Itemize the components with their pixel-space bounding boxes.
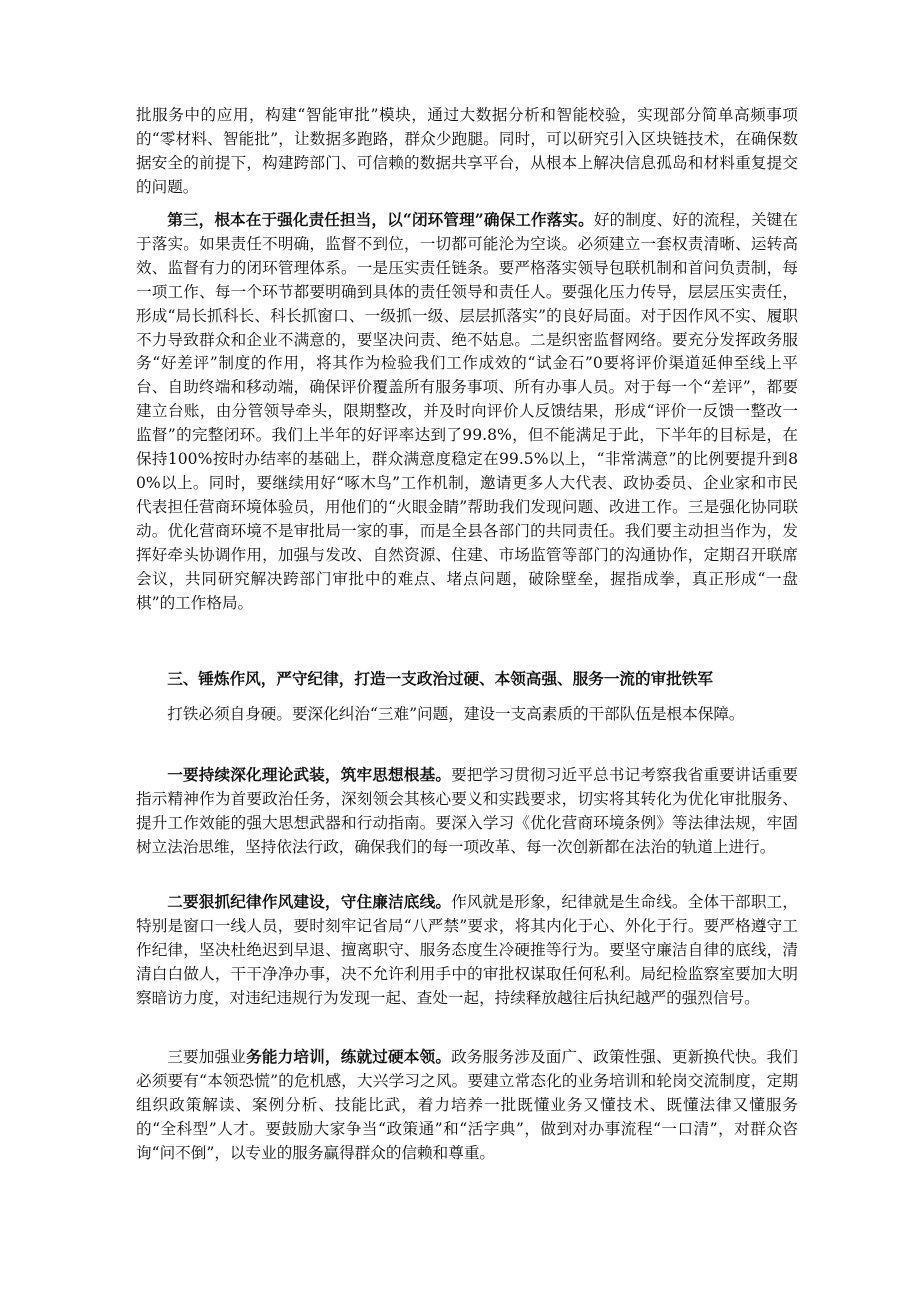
paragraph-lead: 二要狠抓纪律作风建设，守住廉洁底线。 xyxy=(167,892,452,911)
paragraph-discipline-style xyxy=(136,890,798,1011)
paragraph-body: 要把学习贯彻习近平总书记考察我省重要讲话重要指示精神作为首要政治任务，深刻领会其核心要义和实践要求，切实将其转化为优化审批服务、提升工作效能的强大思想武器和行动指南。要深入学习《优化营商环境条例》等法律法规，牢固树立法治思维，坚持依法行政，确保我们的每一项改革、每一次创新都在法治的轨道上进行。 xyxy=(136,766,798,856)
paragraph-body: 作风就是形象，纪律就是生命线。全体干部职工，特别是窗口一线人员，要时刻牢记省局“八严禁”要求，将其内化于心、外化于行。要严格遵守工作纪律，坚决杜绝迟到早退、擅离职守、服务态度生冷硬推等行为。要坚守廉洁自律的底线，清清白白做人，干干净净办事，决不允许利用手中的审批权谋取任何私利。局纪检监察室要加大明察暗访力度，对违纪违规行为发现一起、查处一起，持续释放越往后执纪越严的强烈信号。 xyxy=(136,893,798,1007)
paragraph-body: 好的制度、好的流程，关键在于落实。如果责任不明确，监督不到位，一切都可能沦为空谈。必须建立一套权责清晰、运转高效、监督有力的闭环管理体系。一是压实责任链条。要严格落实领导包联机制和首问负责制，每一项工作、每一个环节都要明确到具体的责任领导和责任人。要强化压力传导，层层压实责任，形成“局长抓科长、科长抓窗口、一级抓一级、层层抓落实”的良好局面。对于因作风不实、履职不力导致群众和企业不满意的，要坚决问责、绝不姑息。二是织密监督网络。要充分发挥政务服务“好差评”制度的作用，将其作为检验我们工作成效的“试金石”0要将评价渠道延伸至线上平台、自助终端和移动端，确保评价覆盖所有服务事项、所有办事人员。对于每一个“差评”，都要建立台账，由分管领导牵头，限期整改，并及时向评价人反馈结果，形成“评价一反馈一整改一监督”的完整闭环。我们上半年的好评率达到了99.8%，但不能满足于此，下半年的目标是，在保持100%按时办结率的基础上，群众满意度稳定在99.5%以上，“非常满意”的比例要提升到80%以上。同时，要继续用好“啄木鸟”工作机制，邀请更多人大代表、政协委员、企业家和市民代表担任营商环境体验员，用他们的“火眼金睛”帮助我们发现问题、改进工作。三是强化协同联动。优化营商环境不是审批局一家的事，而是全县各部门的共同责任。我们要主动担当作为，发挥好牵头协调作用，加强与发改、自然资源、住建、市场监管等部门的沟通协作，定期召开联席会议，共同研究解决跨部门审批中的难点、堵点问题，破除壁垒，握指成拳，真正形成“一盘棋”的工作格局。 xyxy=(136,211,798,612)
paragraph-body: 政务服务涉及面广、政策性强、更新换代快。我们必须要有“本领恐慌”的危机感，大兴学习之风。要建立常态化的业务培训和轮岗交流制度，定期组织政策解读、案例分析、技能比武，着力培养一批既懂业务又懂技术、既懂法律又懂服务的“全科型”人才。要鼓励大家争当“政策通”和“活字典”，做到对办事流程“一口清”，对群众咨询“问不倒”，以专业的服务赢得群众的信赖和尊重。 xyxy=(136,1048,798,1162)
paragraph-capability-training xyxy=(136,1045,798,1166)
paragraph-lead: 务能力培训，练就过硬本领。 xyxy=(246,1047,452,1066)
paragraph-self-discipline: 打铁必须自身硬。要深化纠治“三难”问题，建设一支高素质的干部队伍是根本保障。 xyxy=(167,705,745,723)
paragraph-lead: 一要持续深化理论武装，筑牢思想根基。 xyxy=(167,765,452,784)
paragraph-intelligent-approval: 批服务中的应用，构建“智能审批”模块，通过大数据分析和智能校验，实现部分简单高频事项的“零材料、智能批”，让数据多跑路，群众少跑腿。同时，可以研究引入区块链技术，在确保数据安全的前提下，构建跨部门、可信赖的数据共享平台，从根本上解决信息孤岛和材料重复提交的问题。 xyxy=(136,106,798,196)
paragraph-lead-plain: 三要加强业 xyxy=(167,1048,247,1066)
paragraph-theory-study xyxy=(136,763,798,860)
section-heading-3: 三、锤炼作风，严守纪律，打造一支政治过硬、本领高强、服务一流的审批铁军 xyxy=(167,669,713,688)
paragraph-lead: 第三，根本在于强化责任担当，以“闭环管理”确保工作落实。 xyxy=(167,210,594,229)
paragraph-responsibility xyxy=(136,208,798,615)
